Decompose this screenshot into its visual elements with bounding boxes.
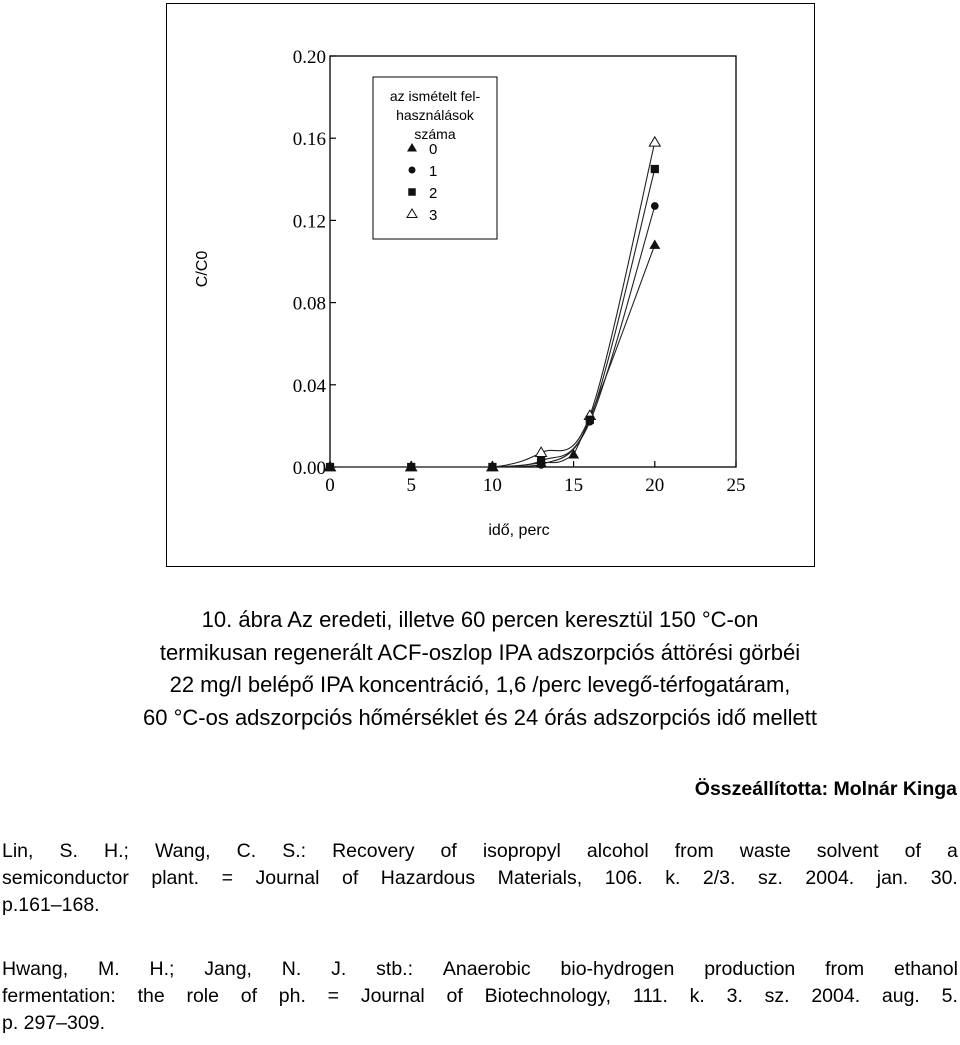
data-point: [649, 137, 660, 146]
reference-line: Lin, S. H.; Wang, C. S.: Recovery of isopropyl alcohol from waste solvent of a: [2, 840, 958, 862]
chart-frame: [166, 3, 815, 567]
series-line: [330, 206, 655, 467]
y-tick-label: 0.00: [292, 458, 326, 479]
caption-line: 10. ábra Az eredeti, illetve 60 percen keresztül 150 °C-on: [201, 607, 759, 632]
reference-1: [2, 838, 958, 919]
y-tick-label: 0.16: [292, 129, 326, 151]
x-tick-label: 20: [645, 475, 665, 496]
legend-label: 1: [429, 163, 438, 180]
legend-title: használások: [396, 107, 474, 123]
legend-title: az ismételt fel-: [389, 88, 481, 104]
data-point: [651, 165, 659, 173]
data-point: [537, 457, 545, 465]
y-tick-label: 0.08: [292, 293, 326, 315]
caption-line: 60 °C-os adszorpciós hőmérséklet és 24 órás adszorpciós idő mellett: [143, 704, 817, 730]
y-tick-label: 0.04: [292, 375, 326, 397]
legend-marker: [408, 188, 416, 196]
x-tick-label: 0: [325, 475, 335, 496]
legend-label: 3: [429, 207, 438, 224]
data-point: [649, 240, 660, 249]
y-tick-label: 0.20: [292, 47, 326, 68]
data-point: [651, 202, 659, 210]
y-axis-label: C/C0: [194, 250, 211, 288]
reference-line: semiconductor plant. = Journal of Hazardous Materials, 106. k. 2/3. sz. 2004. jan. 30.: [2, 867, 958, 889]
author-credit: Összeállította: Molnár Kinga: [694, 778, 957, 800]
legend-label: 2: [429, 185, 438, 202]
legend-label: 0: [429, 141, 438, 158]
reference-line: p.161–168.: [2, 894, 100, 916]
x-tick-label: 5: [406, 475, 416, 496]
breakthrough-chart: [167, 4, 816, 568]
data-point: [407, 463, 415, 471]
y-tick-label: 0.12: [292, 211, 326, 233]
x-tick-label: 15: [564, 475, 584, 496]
series-line: [330, 245, 655, 467]
caption-line: 22 mg/l belépő IPA koncentráció, 1,6 /perc levegő-térfogatáram,: [169, 672, 791, 697]
data-point: [326, 463, 334, 471]
reference-2: [2, 956, 958, 1037]
data-point: [586, 416, 594, 424]
x-tick-label: 10: [482, 475, 502, 496]
figure-caption: [0, 604, 960, 734]
data-point: [488, 463, 496, 471]
legend-title: száma: [414, 126, 456, 142]
data-point: [536, 447, 547, 456]
reference-line: p. 297–309.: [2, 1012, 106, 1034]
caption-line: termikusan regenerált ACF-oszlop IPA adszorpciós áttörési görbéi: [159, 639, 801, 665]
reference-line: Hwang, M. H.; Jang, N. J. stb.: Anaerobic bio-hydrogen production from ethanol: [2, 958, 958, 980]
legend-marker: [409, 167, 416, 174]
reference-line: fermentation: the role of ph. = Journal of Biotechnology, 111. k. 3. sz. 2004. aug. 5.: [2, 985, 958, 1007]
data-point: [568, 449, 579, 458]
x-axis-label: idő, perc: [488, 522, 550, 539]
x-tick-label: 25: [726, 475, 746, 496]
